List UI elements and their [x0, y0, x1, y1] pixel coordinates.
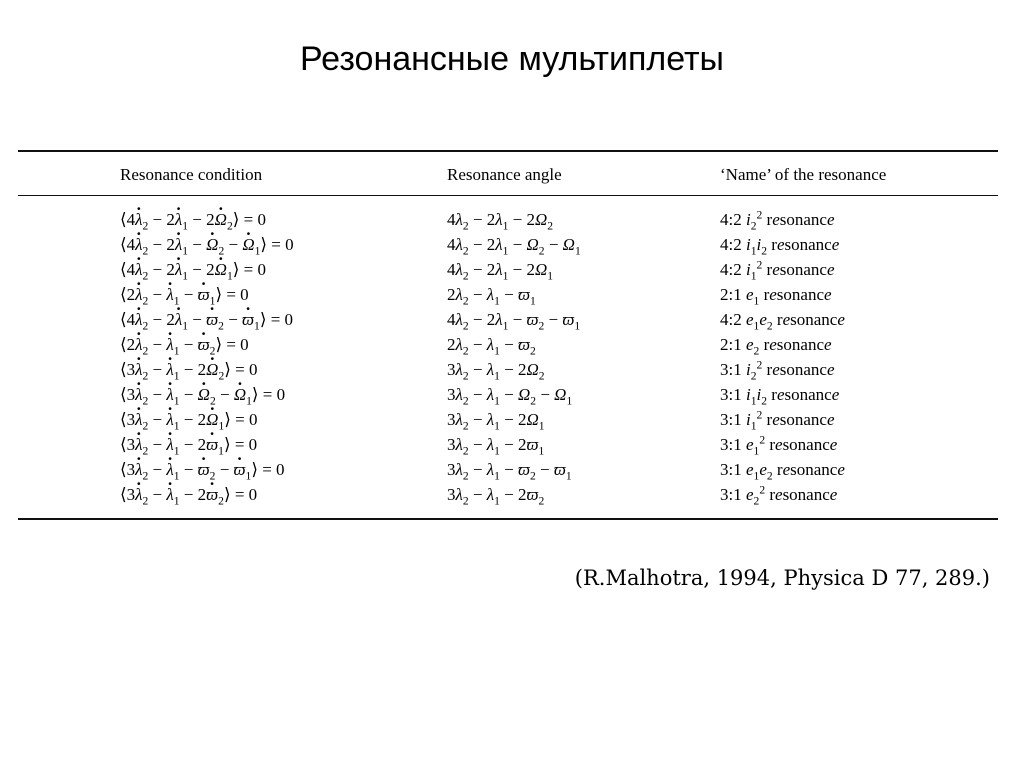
- table-row: [18, 483, 998, 507]
- resonance-name-cell: 4:2 $i_2^2$ resonance: [720, 208, 835, 233]
- resonance-angle-cell: $3\lambda_2 - \lambda_1 - 2ϖ_2$: [447, 485, 545, 508]
- resonance-name-cell: 4:2 $i_1^2$ resonance: [720, 258, 835, 283]
- resonance-table: [18, 150, 998, 522]
- resonance-angle-cell: $2\lambda_2 - \lambda_1 - ϖ_2$: [447, 335, 536, 358]
- resonance-name-cell: 3:1 $e_2^2$ resonance: [720, 483, 838, 508]
- header-resonance-name: ‘Name’ of the resonance: [720, 165, 887, 184]
- resonance-condition-cell: ⟨2· $\lambda_2$ − · $\lambda_1$ − · $ϖ_1⟩ = 0$: [120, 283, 249, 307]
- table-header-rule: [18, 195, 998, 196]
- table-row: [18, 408, 998, 432]
- resonance-angle-cell: $3\lambda_2 - \lambda_1 - ϖ_2 - ϖ_1$: [447, 460, 572, 483]
- table-row: [18, 358, 998, 382]
- citation: (R.Malhotra, 1994, Physica D 77, 289.): [574, 566, 990, 590]
- table-row: [18, 308, 998, 332]
- resonance-condition-cell: ⟨4· $\lambda_2 - 2\cdot \lambda_1 - 2\cdot$ $\Omega_1⟩ = 0$: [120, 258, 266, 282]
- resonance-condition-cell: ⟨3· $\lambda_2$ − · $\lambda_1$ − · $\Omega_2$ − · $\Omega_1⟩ = 0$: [120, 383, 285, 407]
- table-bottom-rule: [18, 518, 998, 520]
- table-top-rule: [18, 150, 998, 152]
- header-resonance-condition: Resonance condition: [120, 165, 263, 184]
- table-row: [18, 458, 998, 482]
- resonance-condition-cell: ⟨4· $\lambda_2 - 2\cdot \lambda_1 - 2\cdot$ $\Omega_2⟩ = 0$: [120, 208, 266, 232]
- resonance-name-cell: 3:1 $e_1e_2$ resonance: [720, 460, 845, 483]
- table-row: [18, 283, 998, 307]
- table-row: [18, 258, 998, 282]
- resonance-condition-cell: ⟨3· $\lambda_2$ − · $\lambda_1 - 2\cdot$ $ϖ_2⟩ = 0$: [120, 483, 257, 507]
- resonance-condition-cell: ⟨3· $\lambda_2$ − · $\lambda_1 - 2\cdot$ $\Omega_1⟩ = 0$: [120, 408, 257, 432]
- table-row: [18, 233, 998, 257]
- page-title: Резонансные мультиплеты: [299, 40, 724, 78]
- resonance-name-cell: 3:1 $i_2^2$ resonance: [720, 358, 835, 383]
- resonance-angle-cell: $3\lambda_2 - \lambda_1 - 2ϖ_1$: [447, 435, 545, 458]
- resonance-condition-cell: ⟨2· $\lambda_2$ − · $\lambda_1$ − · $ϖ_2⟩ = 0$: [120, 333, 249, 357]
- resonance-condition-cell: ⟨3· $\lambda_2$ − · $\lambda_1 - 2\cdot$ $ϖ_1⟩ = 0$: [120, 433, 257, 457]
- resonance-name-cell: 4:2 $e_1e_2$ resonance: [720, 310, 845, 333]
- resonance-angle-cell: $4\lambda_2 - 2\lambda_1 - 2\Omega_2$: [447, 210, 554, 233]
- table-row: [18, 383, 998, 407]
- resonance-angle-cell: $4\lambda_2 - 2\lambda_1 - ϖ_2 - ϖ_1$: [447, 310, 581, 333]
- header-resonance-angle: Resonance angle: [447, 165, 562, 184]
- table-row: [18, 333, 998, 357]
- resonance-name-cell: 3:1 $e_1^2$ resonance: [720, 433, 838, 458]
- resonance-name-cell: 3:1 $i_1^2$ resonance: [720, 408, 835, 433]
- table-row: [18, 208, 998, 232]
- resonance-angle-cell: $3\lambda_2 - \lambda_1 - 2\Omega_2$: [447, 360, 545, 383]
- resonance-condition-cell: ⟨3· $\lambda_2$ − · $\lambda_1 - 2\cdot$ $\Omega_2⟩ = 0$: [120, 358, 257, 382]
- resonance-angle-cell: $4\lambda_2 - 2\lambda_1 - 2\Omega_1$: [447, 260, 554, 283]
- resonance-name-cell: 2:1 $e_1$ resonance: [720, 285, 832, 308]
- resonance-angle-cell: $4\lambda_2 - 2\lambda_1 - \Omega_2 - \Omega_1$: [447, 235, 581, 258]
- resonance-condition-cell: ⟨4· $\lambda_2 - 2\cdot \lambda_1$ − · $\Omega_2$ − · $\Omega_1⟩ = 0$: [120, 233, 294, 257]
- resonance-condition-cell: ⟨4· $\lambda_2 - 2\cdot \lambda_1$ − · $ϖ_2$ − · $ϖ_1⟩ = 0$: [120, 308, 293, 332]
- resonance-condition-cell: ⟨3· $\lambda_2$ − · $\lambda_1$ − · $ϖ_2$ − · $ϖ_1⟩ = 0$: [120, 458, 285, 482]
- resonance-angle-cell: $3\lambda_2 - \lambda_1 - 2\Omega_1$: [447, 410, 545, 433]
- resonance-name-cell: 3:1 $i_1i_2$ resonance: [720, 385, 840, 408]
- resonance-angle-cell: $3\lambda_2 - \lambda_1 - \Omega_2 - \Omega_1$: [447, 385, 573, 408]
- resonance-name-cell: 4:2 $i_1i_2$ resonance: [720, 235, 840, 258]
- resonance-name-cell: 2:1 $e_2$ resonance: [720, 335, 832, 358]
- resonance-angle-cell: $2\lambda_2 - \lambda_1 - ϖ_1$: [447, 285, 536, 308]
- table-row: [18, 433, 998, 457]
